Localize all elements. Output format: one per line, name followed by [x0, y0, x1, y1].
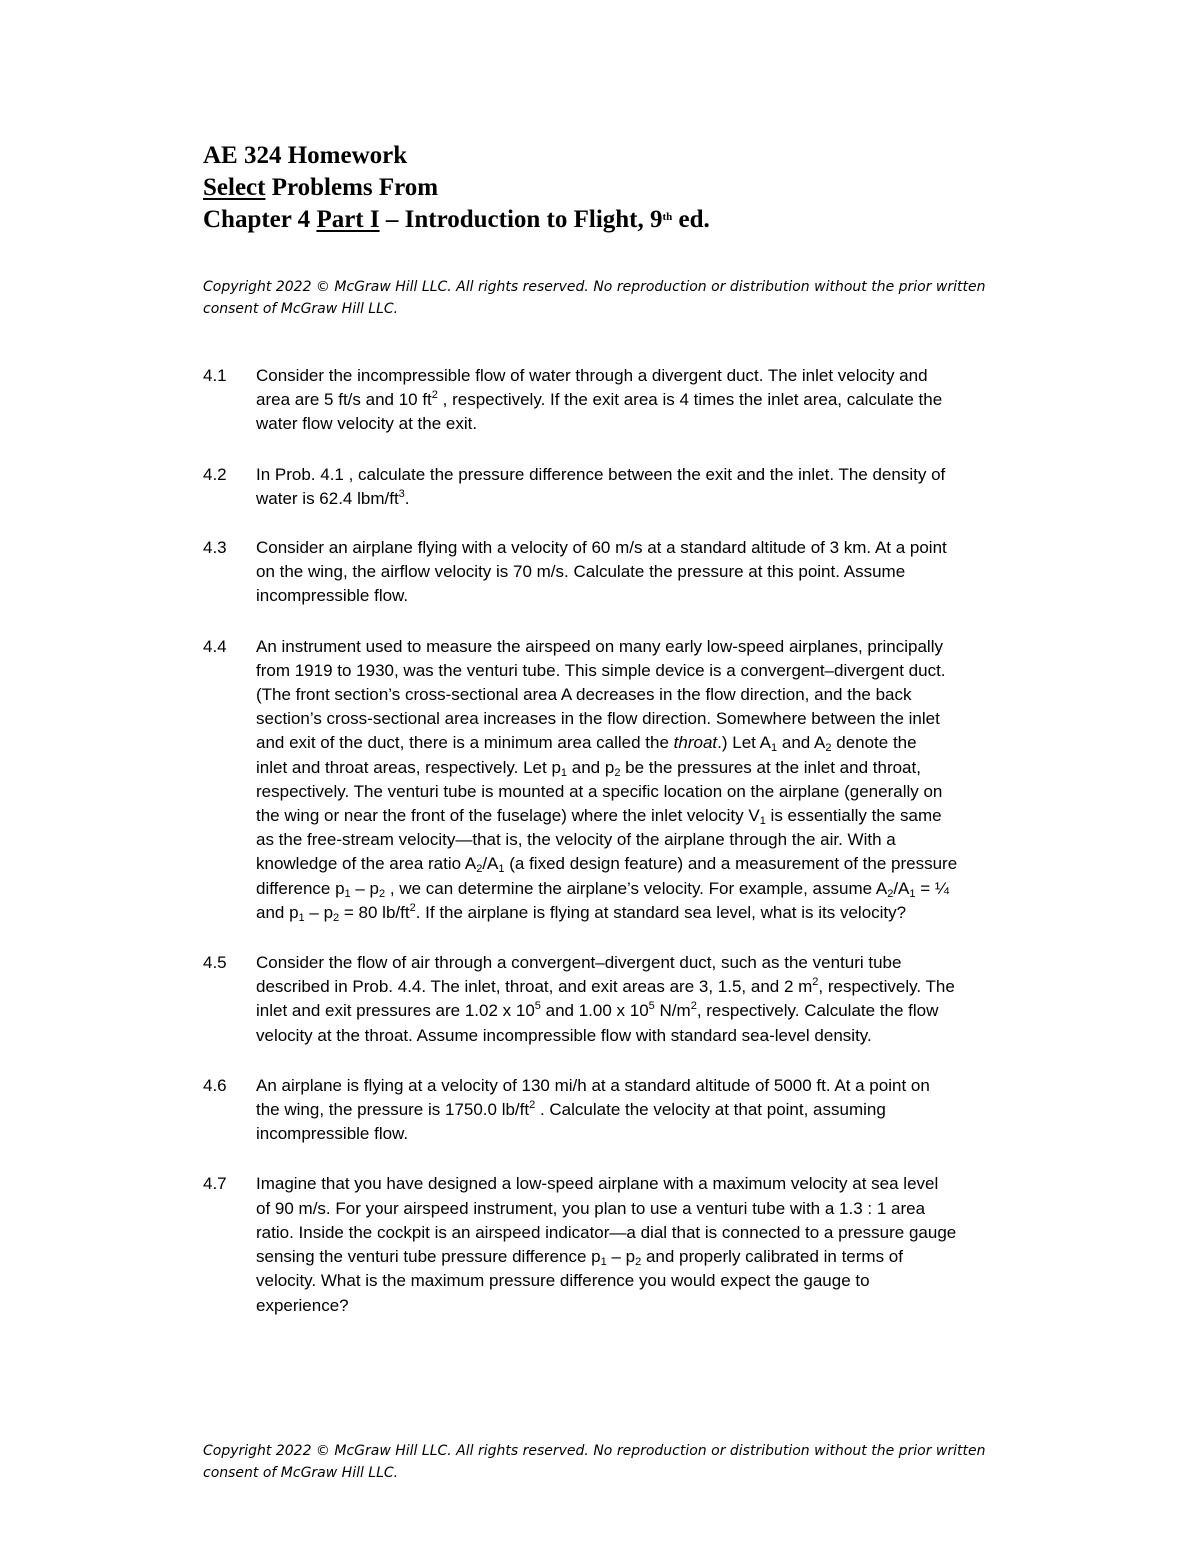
problem-text-line: Imagine that you have designed a low-speed airplane with a maximum velocity at sea level	[256, 1174, 939, 1194]
problem-text-line: In Prob. 4.1 , calculate the pressure difference between the exit and the inlet. The density of	[256, 464, 946, 484]
subscript: 1	[759, 815, 766, 828]
title-line-1: AE 324 Homework	[203, 142, 408, 169]
subscript: 1	[909, 887, 916, 900]
problem-text	[256, 1074, 1033, 1147]
problem-text-line: the wing or near the front of the fuselage) where the inlet velocity $V_1$ is essentially the same	[256, 806, 942, 828]
problem-number: 4.3	[203, 538, 227, 558]
superscript: 2	[529, 1099, 536, 1112]
problem-text-line: (The front section’s cross-sectional area A decreases in the flow direction, and the back	[256, 685, 912, 705]
problem-number: 4.4	[203, 636, 227, 656]
problem-text-line: inlet and throat areas, respectively. Let $p_1$ and $p_2$ be the pressures at the inlet and throat,	[256, 757, 921, 779]
title-line-3	[203, 204, 1103, 236]
subscript: 2	[635, 1256, 642, 1269]
problem-4-3	[203, 536, 1033, 609]
superscript: 3	[398, 487, 405, 500]
title-book: – Introduction to Flight, 9	[379, 206, 663, 233]
subscript: 1	[298, 911, 305, 924]
subscript: 2	[614, 766, 621, 779]
problem-4-2	[203, 463, 1033, 511]
problem-number: 4.2	[203, 464, 227, 484]
superscript: 2	[431, 389, 438, 402]
problem-4-6	[203, 1074, 1033, 1147]
footer-copyright-notice	[203, 1440, 1023, 1484]
title-part-underlined: Part I	[316, 206, 380, 233]
problem-text	[256, 1172, 1033, 1317]
title-ed: ed.	[672, 206, 710, 233]
problem-text-line: knowledge of the area ratio $A_2/A_1$ (a fixed design feature) and a measurement of the pressure	[256, 854, 958, 876]
problem-text-line: the wing, the pressure is 1750.0 $lb/ft^2$ . Calculate the velocity at that point, assuming	[256, 1099, 886, 1120]
problem-text-line: of 90 m/s. For your airspeed instrument, you plan to use a venturi tube with a 1.3 : 1 area	[256, 1198, 926, 1218]
superscript: 5	[648, 1000, 655, 1013]
superscript: 2	[409, 901, 416, 914]
problem-text-line: incompressible flow.	[256, 1124, 409, 1144]
subscript: 1	[344, 887, 351, 900]
problem-text-line: Consider the flow of air through a convergent–divergent duct, such as the venturi tube	[256, 953, 902, 973]
subscript: 2	[887, 887, 894, 900]
footer-line-2: consent of McGraw Hill LLC.	[203, 1465, 399, 1481]
problem-4-4	[203, 635, 1033, 925]
subscript: 1	[600, 1256, 607, 1269]
problem-text	[256, 536, 1033, 609]
problem-text-line: and exit of the duct, there is a minimum area called the throat.) Let $A_1$ and $A_2$ denote the	[256, 733, 917, 755]
problem-number: 4.1	[203, 366, 227, 385]
copyright-line-1: Copyright 2022 © McGraw Hill LLC. All rights reserved. No reproduction or distribution without the prior written	[203, 279, 986, 295]
problem-text-line: Consider an airplane flying with a velocity of 60 m/s at a standard altitude of 3 km. At a point	[256, 538, 947, 558]
subscript: 1	[771, 742, 778, 755]
superscript: 5	[534, 1000, 541, 1013]
problem-text-line: area are 5 ft/s and 10 $ft^2$ , respectively. If the exit area is 4 times the inlet area, calculate the	[256, 389, 943, 410]
problem-text-line: experience?	[256, 1295, 349, 1315]
problem-text-line: and $p_1 - p_2 = 80$ $lb/ft^2$. If the airplane is flying at standard sea level, what is its velocity?	[256, 901, 907, 924]
problem-4-5	[203, 951, 1033, 1048]
problem-text-line: water is 62.4 lbm/$ft^3$.	[256, 487, 410, 508]
superscript: 2	[812, 976, 819, 989]
problem-text-line: on the wing, the airflow velocity is 70 m/s. Calculate the pressure at this point. Assume	[256, 562, 906, 582]
problem-text-line: velocity at the throat. Assume incompressible flow with standard sea-level density.	[256, 1025, 872, 1045]
subscript: 2	[476, 863, 483, 876]
problem-4-7	[203, 1172, 1033, 1317]
problem-text-line: described in Prob. 4.4. The inlet, throat, and exit areas are 3, 1.5, and 2 $m^2$, respectively. The	[256, 976, 955, 997]
problem-text	[256, 463, 1033, 511]
problem-text-line: difference $p_1 - p_2$ , we can determine the airplane’s velocity. For example, assume $A_2/A_1$ = ¼	[256, 878, 950, 900]
problem-text-line: An airplane is flying at a velocity of 130 mi/h at a standard altitude of 5000 ft. At a point on	[256, 1075, 930, 1095]
subscript: 2	[333, 911, 340, 924]
problem-number: 4.7	[203, 1174, 227, 1194]
problem-text	[256, 951, 1033, 1048]
problem-text-line: An instrument used to measure the airspeed on many early low-speed airplanes, principally	[256, 636, 943, 656]
title-line-2-rest: Problems From	[265, 174, 439, 201]
problem-text-line: Consider the incompressible flow of water through a divergent duct. The inlet velocity and	[256, 366, 928, 385]
title-edition-sup: th	[662, 211, 673, 223]
title-line-2	[203, 172, 1103, 204]
problem-text-line: sensing the venturi tube pressure difference $p_1 - p_2$ and properly calibrated in terms of	[256, 1247, 903, 1269]
subscript: 1	[498, 863, 505, 876]
copyright-line-2: consent of McGraw Hill LLC.	[203, 301, 399, 317]
problem-number: 4.6	[203, 1075, 227, 1095]
problem-text-line: section’s cross-sectional area increases in the flow direction. Somewhere between the inlet	[256, 709, 940, 729]
problem-text-line: as the free-stream velocity—that is, the velocity of the airplane through the air. With a	[256, 830, 896, 850]
problem-text-line: from 1919 to 1930, was the venturi tube. This simple device is a convergent–divergent duct.	[256, 660, 946, 680]
problem-text-line: inlet and exit pressures are 1.02 x $10^5$ and 1.00 x $10^5$ $N/m^2$, respectively. Calculate the flow	[256, 1000, 939, 1021]
problem-text-line: water flow velocity at the exit.	[256, 414, 478, 434]
title-chapter: Chapter 4	[203, 206, 317, 233]
italic-term: throat	[673, 733, 718, 753]
problem-text	[256, 635, 1033, 925]
problem-text-line: ratio. Inside the cockpit is an airspeed indicator—a dial that is connected to a pressure gauge	[256, 1222, 957, 1242]
document-title	[203, 140, 1103, 236]
problem-4-1	[203, 364, 1033, 437]
problem-text-line: respectively. The venturi tube is mounted at a specific location on the airplane (generally on	[256, 781, 943, 801]
subscript: 2	[825, 742, 832, 755]
superscript: 2	[690, 1000, 697, 1013]
header-copyright-notice	[203, 276, 1023, 320]
problem-text-line: incompressible flow.	[256, 586, 409, 606]
problem-list	[203, 364, 1033, 1318]
footer-line-1: Copyright 2022 © McGraw Hill LLC. All rights reserved. No reproduction or distribution without the prior written	[203, 1443, 986, 1459]
subscript: 1	[560, 766, 568, 779]
title-select-underlined: Select	[203, 174, 266, 201]
problem-text-line: velocity. What is the maximum pressure difference you would expect the gauge to	[256, 1271, 870, 1291]
problem-number: 4.5	[203, 953, 227, 973]
problem-text	[256, 364, 1033, 437]
subscript: 2	[379, 887, 386, 900]
